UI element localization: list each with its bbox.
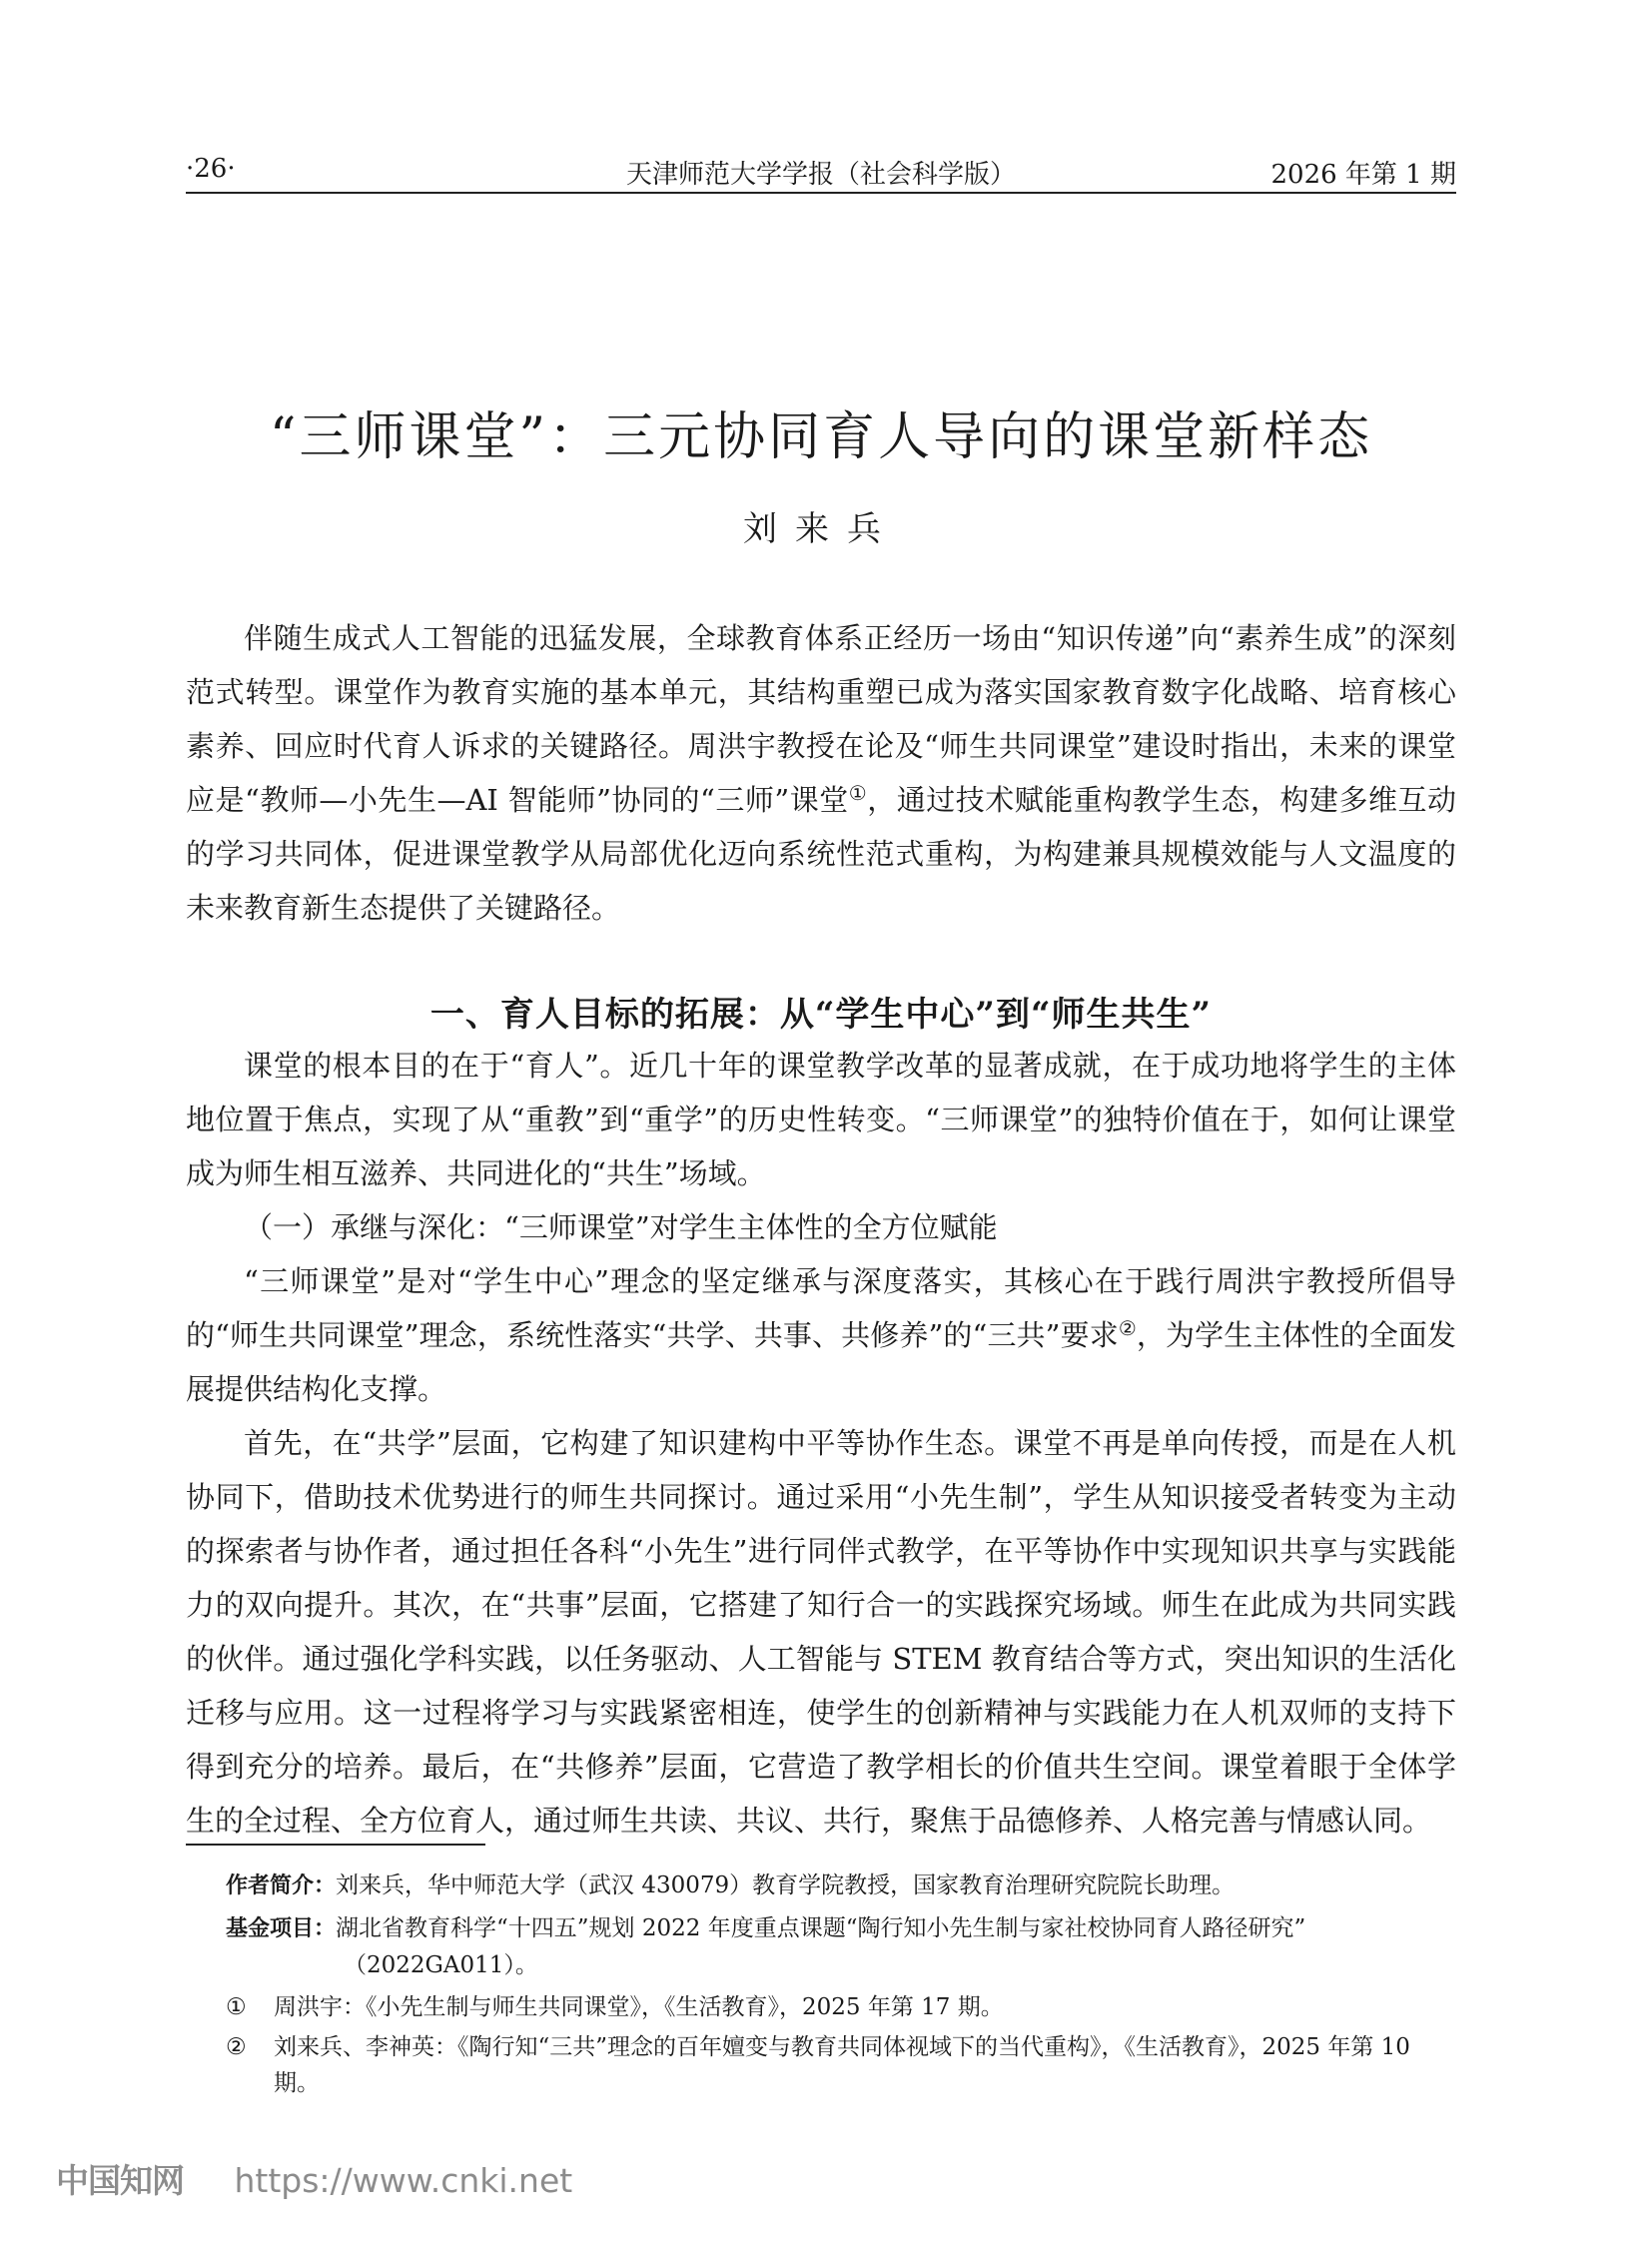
funding-label: 基金项目： xyxy=(226,1916,337,1941)
author-bio-text: 刘来兵，华中师范大学（武汉 430079）教育学院教授，国家教育治理研究院院长助理。 xyxy=(336,1872,1236,1898)
article-title: “三师课堂”：三元协同育人导向的课堂新样态 xyxy=(269,406,1373,467)
cnki-logo: 中国知网 xyxy=(56,2161,184,2200)
issue-number: 2026 年第 1 期 xyxy=(1270,160,1456,190)
author-bio xyxy=(226,1868,1456,1904)
body-paragraph-2 xyxy=(186,1254,1456,1416)
footnote-ref-1[interactable]: ① xyxy=(848,781,868,805)
article-author: 刘来兵 xyxy=(743,509,899,549)
footnote-divider xyxy=(186,1844,485,1846)
running-header xyxy=(186,148,1456,194)
body-paragraph-1: 课堂的根本目的在于“育人”。近几十年的课堂教学改革的显著成就，在于成功地将学生的主体地位置于焦点，实现了从“重教”到“重学”的历史性转变。“三师课堂”的独特价值在于，如何让课堂成为师生相互滋养、共同进化的“共生”场域。 xyxy=(186,1049,1456,1190)
footnote-2 xyxy=(226,2029,1456,2101)
section-heading: 一、育人目标的拓展：从“学生中心”到“师生共生” xyxy=(429,995,1213,1036)
footnote-1-text: 周洪宇：《小先生制与师生共同课堂》，《生活教育》，2025 年第 17 期。 xyxy=(274,1994,1004,2020)
cnki-url[interactable]: https://www.cnki.net xyxy=(234,2161,573,2200)
journal-name: 天津师范大学学报（社会科学版） xyxy=(625,160,1016,190)
footnote-2-mark: ② xyxy=(226,2034,247,2060)
notes-section xyxy=(226,1868,1456,2105)
section-body xyxy=(186,1039,1456,1848)
footnote-1 xyxy=(226,1989,1456,2025)
funding-text-cont: （2022GA011）。 xyxy=(344,1952,538,1978)
page-number: ·26· xyxy=(186,154,236,184)
intro-text-part1: 伴随生成式人工智能的迅猛发展，全球教育体系正经历一场由“知识传递”向“素养生成”的深刻范式转型。课堂作为教育实施的基本单元，其结构重塑已成为落实国家教育数字化战略、培育核心素养、回应时代育人诉求的关键路径。周洪宇教授在论及“师生共同课堂”建设时指出，未来的课堂应是“教师—小先生—AI 智能师”协同的“三师”课堂 xyxy=(186,621,1456,817)
subsection-heading: （一）承继与深化：“三师课堂”对学生主体性的全方位赋能 xyxy=(244,1210,998,1244)
author-bio-label: 作者简介： xyxy=(226,1873,337,1898)
footnote-ref-2[interactable]: ② xyxy=(1118,1316,1137,1340)
intro-section xyxy=(186,611,1456,935)
footnote-1-mark: ① xyxy=(226,1994,247,2020)
para2-text-part2: ，为学生主体性的全面发展提供结构化支撑。 xyxy=(186,1318,1456,1406)
body-paragraph-3: 首先，在“共学”层面，它构建了知识建构中平等协作生态。课堂不再是单向传授，而是在人机协同下，借助技术优势进行的师生共同探讨。通过采用“小先生制”，学生从知识接受者转变为主动的探索者与协作者，通过担任各科“小先生”进行同伴式教学，在平等协作中实现知识共享与实践能力的双向提升。其次，在“共事”层面，它搭建了知行合一的实践探究场域。师生在此成为共同实践的伙伴。通过强化学科实践，以任务驱动、人工智能与 STEM 教育结合等方式，突出知识的生活化迁移与应用。这一过程将学习与实践紧密相连，使学生的创新精神与实践能力在人机双师的支持下得到充分的培养。最后，在“共修养”层面，它营造了教学相长的价值共生空间。课堂着眼于全体学生的全过程、全方位育人，通过师生共读、共议、共行，聚焦于品德修养、人格完善与情感认同。 xyxy=(186,1426,1456,1838)
funding-note xyxy=(226,1910,1456,1983)
footnote-2-text: 刘来兵、李神英：《陶行知“三共”理念的百年嬗变与教育共同体视域下的当代重构》，《生活教育》，2025 年第 10 期。 xyxy=(274,2034,1410,2096)
funding-text: 湖北省教育科学“十四五”规划 2022 年度重点课题“陶行知小先生制与家社校协同育人路径研究” xyxy=(336,1915,1306,1941)
para2-text-part1: “三师课堂”是对“学生中心”理念的坚定继承与深度落实，其核心在于践行周洪宇教授所倡导的“师生共同课堂”理念，系统性落实“共学、共事、共修养”的“三共”要求 xyxy=(186,1264,1456,1352)
cnki-watermark xyxy=(56,2155,572,2202)
intro-text-part2: ，通过技术赋能重构教学生态，构建多维互动的学习共同体，促进课堂教学从局部优化迈向系统性范式重构，为构建兼具规模效能与人文温度的未来教育新生态提供了关键路径。 xyxy=(186,783,1456,925)
intro-paragraph xyxy=(186,611,1456,935)
